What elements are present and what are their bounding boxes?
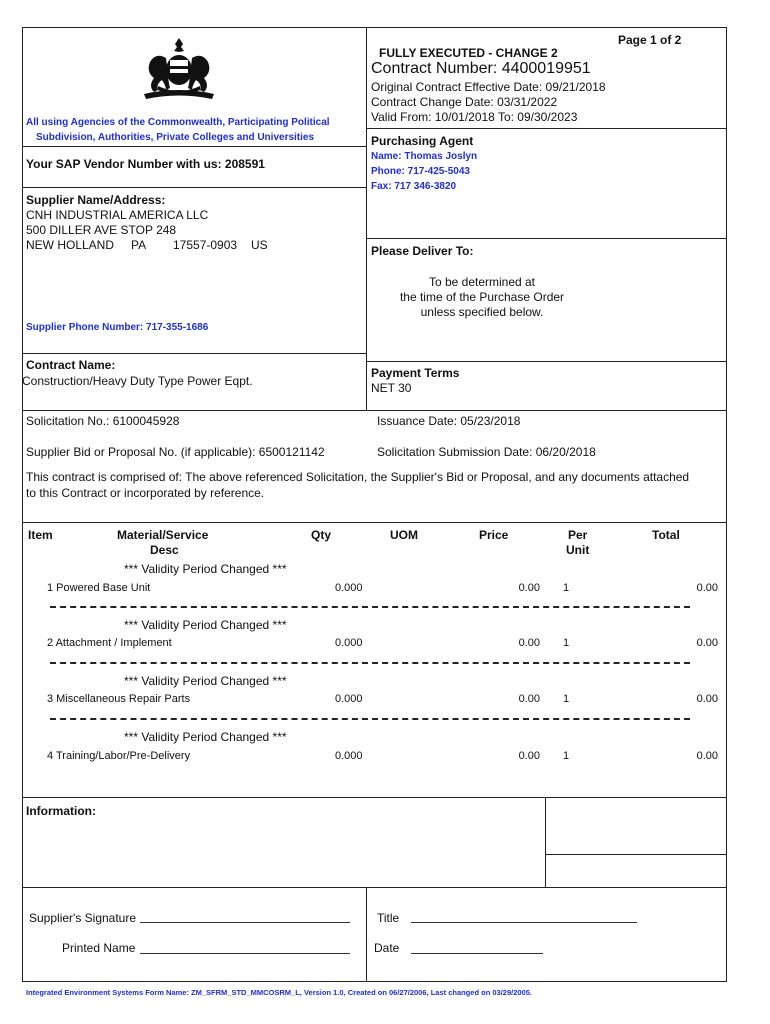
payment-terms-heading: Payment Terms	[371, 366, 460, 380]
vendor-number: Your SAP Vendor Number with us: 208591	[26, 157, 265, 171]
purchasing-agent-phone: Phone: 717-425-5043	[371, 166, 470, 177]
purchasing-agent-name: Name: Thomas Joslyn	[371, 151, 478, 162]
row-note: *** Validity Period Changed ***	[124, 562, 287, 576]
row-note: *** Validity Period Changed ***	[124, 674, 287, 688]
date-label: Date	[374, 941, 400, 955]
information-heading: Information:	[26, 804, 96, 818]
header-uom: UOM	[390, 528, 418, 542]
divider-supplier	[22, 353, 366, 354]
divider-header-right	[366, 128, 727, 129]
date-line[interactable]	[411, 953, 543, 954]
header-item: Item	[28, 528, 53, 542]
header-per-1: Per	[568, 528, 588, 542]
agencies-line-1: All using Agencies of the Commonwealth, Participating Political	[26, 117, 330, 128]
divider-comprised	[22, 522, 727, 523]
divider-signature	[22, 887, 727, 888]
row-separator	[50, 662, 690, 664]
comprised-line-2: to this Contract or incorporated by reference.	[26, 486, 265, 500]
purchasing-agent-heading: Purchasing Agent	[371, 134, 474, 148]
row-total: 0.00	[696, 693, 718, 705]
row-label: 2 Attachment / Implement	[47, 637, 172, 649]
row-per: 1	[563, 693, 570, 705]
divider-agencies	[22, 146, 366, 147]
row-per: 1	[563, 637, 570, 649]
original-effective-date: Original Contract Effective Date: 09/21/2018	[371, 80, 606, 94]
deliver-line-1: To be determined at	[428, 275, 536, 289]
row-per: 1	[563, 750, 570, 762]
supplier-country: US	[251, 238, 268, 252]
issuance-date: Issuance Date: 05/23/2018	[377, 414, 521, 428]
divider-contract-name	[22, 410, 727, 411]
supplier-phone: Supplier Phone Number: 717-355-1686	[26, 322, 209, 333]
divider-info	[22, 797, 727, 798]
top-vertical-divider	[366, 27, 367, 410]
purchasing-agent-fax: Fax: 717 346-3820	[371, 181, 457, 192]
printed-name-label: Printed Name	[62, 941, 136, 955]
row-price: 0.00	[518, 693, 540, 705]
row-per: 1	[563, 582, 570, 594]
contract-name-value: Construction/Heavy Duty Type Power Eqpt.	[22, 374, 253, 388]
row-price: 0.00	[518, 637, 540, 649]
row-total: 0.00	[696, 637, 718, 649]
row-note: *** Validity Period Changed ***	[124, 730, 287, 744]
printed-name-line[interactable]	[140, 953, 350, 954]
signature-vertical-divider	[366, 887, 367, 982]
row-separator	[50, 718, 690, 720]
divider-vendor	[22, 187, 366, 188]
contract-status: FULLY EXECUTED - CHANGE 2	[379, 46, 558, 60]
supplier-zip: 17557-0903	[173, 238, 238, 252]
bid-number: Supplier Bid or Proposal No. (if applicable): 6500121142	[26, 445, 325, 459]
supplier-street: 500 DILLER AVE STOP 248	[26, 223, 177, 237]
contract-number: Contract Number: 4400019951	[371, 60, 591, 77]
commonwealth-seal-icon	[138, 36, 220, 102]
row-qty: 0.000	[335, 582, 363, 594]
supplier-heading: Supplier Name/Address:	[26, 193, 166, 207]
row-label: 4 Training/Labor/Pre-Delivery	[47, 750, 191, 762]
deliver-line-2: the time of the Purchase Order	[399, 290, 565, 304]
row-qty: 0.000	[335, 637, 363, 649]
row-qty: 0.000	[335, 693, 363, 705]
row-total: 0.00	[696, 582, 718, 594]
supplier-name: CNH INDUSTRIAL AMERICA LLC	[26, 208, 209, 222]
valid-period: Valid From: 10/01/2018 To: 09/30/2023	[371, 110, 578, 124]
info-right-divider	[545, 854, 727, 855]
payment-terms-value: NET 30	[371, 381, 412, 395]
divider-deliver	[366, 361, 727, 362]
row-label: 1 Powered Base Unit	[47, 582, 151, 594]
header-price: Price	[479, 528, 509, 542]
row-price: 0.00	[518, 750, 540, 762]
row-note: *** Validity Period Changed ***	[124, 618, 287, 632]
comprised-line-1: This contract is comprised of: The above referenced Solicitation, the Supplier's Bid or Proposal, and any documents attached	[26, 470, 690, 484]
row-label: 3 Miscellaneous Repair Parts	[47, 693, 191, 705]
title-line[interactable]	[411, 922, 637, 923]
agencies-line-2: Subdivision, Authorities, Private Colleges and Universities	[36, 132, 315, 143]
row-qty: 0.000	[335, 750, 363, 762]
form-footer: Integrated Environment Systems Form Name: ZM_SFRM_STD_MMCOSRM_L, Version 1.0, Created on 06/27/2006, Last changed on 03/29/2005.	[26, 988, 532, 997]
deliver-line-3: unless specified below.	[420, 305, 544, 319]
contract-name-heading: Contract Name:	[26, 358, 116, 372]
page-label: Page 1 of 2	[618, 33, 682, 47]
row-total: 0.00	[696, 750, 718, 762]
supplier-city: NEW HOLLAND	[26, 238, 115, 252]
header-desc-2: Desc	[150, 543, 179, 557]
supplier-signature-label: Supplier's Signature	[29, 911, 137, 925]
divider-agent	[366, 238, 727, 239]
header-per-2: Unit	[566, 543, 590, 557]
info-vertical-divider	[545, 797, 546, 887]
header-total: Total	[652, 528, 680, 542]
row-separator	[50, 606, 690, 608]
supplier-signature-line[interactable]	[140, 922, 350, 923]
deliver-heading: Please Deliver To:	[371, 244, 474, 258]
header-qty: Qty	[311, 528, 332, 542]
solicitation-number: Solicitation No.: 6100045928	[26, 414, 180, 428]
supplier-state: PA	[131, 238, 147, 252]
contract-change-date: Contract Change Date: 03/31/2022	[371, 95, 558, 109]
submission-date: Solicitation Submission Date: 06/20/2018	[377, 445, 596, 459]
header-desc-1: Material/Service	[117, 528, 209, 542]
title-label: Title	[377, 911, 400, 925]
row-price: 0.00	[518, 582, 540, 594]
